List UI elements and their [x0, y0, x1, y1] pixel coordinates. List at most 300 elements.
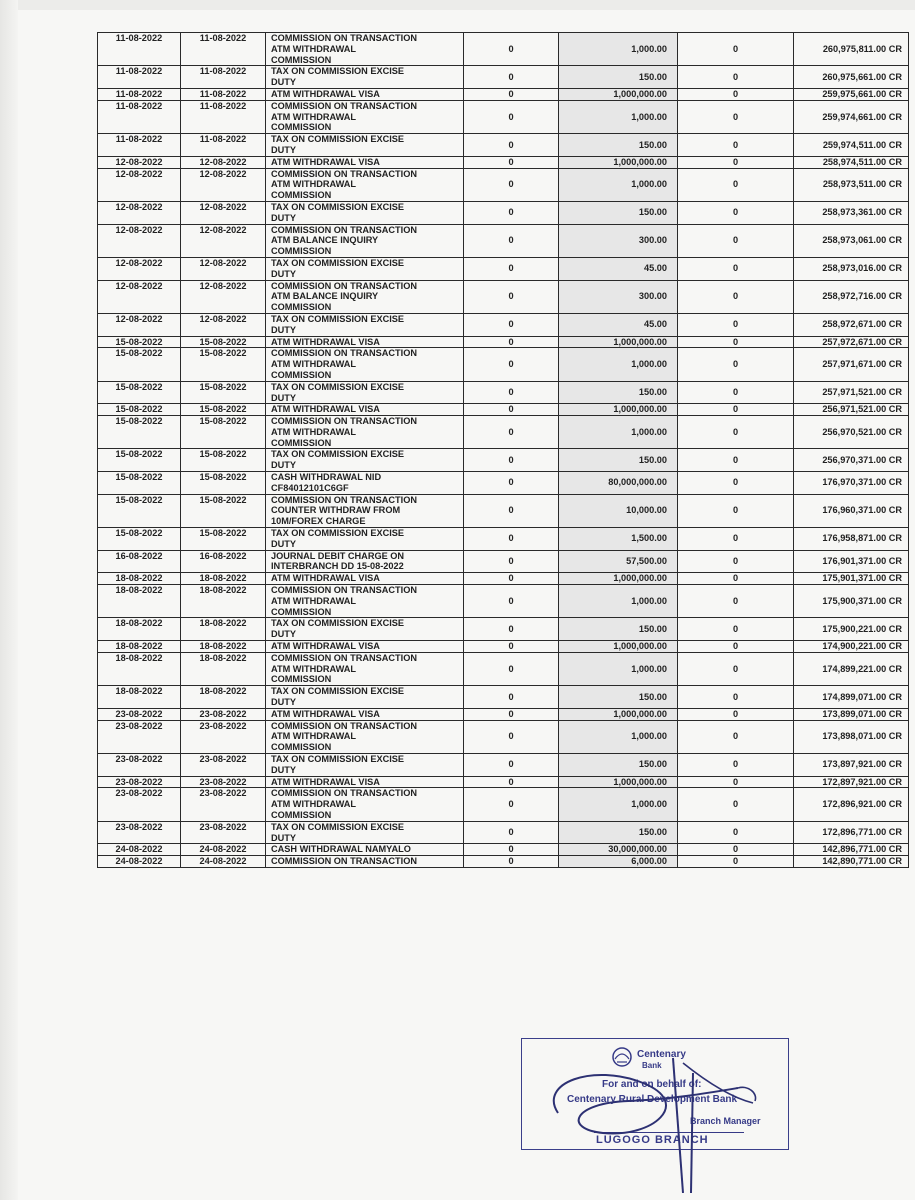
deposit-cell: 0 — [464, 686, 559, 709]
date-cell: 24-08-2022 — [98, 856, 181, 868]
withdrawal-amount-cell: 1,000,000.00 — [559, 708, 678, 720]
deposit-cell: 0 — [464, 585, 559, 618]
balance-cell: 258,974,511.00 CR — [794, 156, 909, 168]
description-line: TAX ON COMMISSION EXCISE — [271, 528, 405, 539]
deposit-cell: 0 — [464, 856, 559, 868]
value-date-cell: 12-08-2022 — [181, 313, 266, 336]
description-cell — [266, 821, 464, 844]
withdrawal-amount-cell: 10,000.00 — [559, 494, 678, 527]
balance-cell: 175,900,371.00 CR — [794, 585, 909, 618]
deposit-cell: 0 — [464, 472, 559, 495]
table-row — [98, 168, 909, 201]
description-cell — [266, 88, 464, 100]
description-line: ATM WITHDRAWAL — [271, 731, 357, 742]
stamp-bank-name-line1: Centenary — [637, 1049, 686, 1060]
table-row — [98, 88, 909, 100]
date-cell: 12-08-2022 — [98, 156, 181, 168]
date-cell: 23-08-2022 — [98, 720, 181, 753]
description-line: COMMISSION ON TRANSACTION — [271, 348, 417, 359]
description-line: COMMISSION — [271, 674, 332, 685]
value-date-cell: 23-08-2022 — [181, 776, 266, 788]
credit-cell: 0 — [678, 686, 794, 709]
value-date-cell: 11-08-2022 — [181, 100, 266, 133]
withdrawal-amount-cell: 1,000.00 — [559, 720, 678, 753]
table-row — [98, 336, 909, 348]
value-date-cell: 11-08-2022 — [181, 33, 266, 66]
withdrawal-amount-cell: 30,000,000.00 — [559, 844, 678, 856]
balance-cell: 256,970,371.00 CR — [794, 449, 909, 472]
balance-cell: 174,900,221.00 CR — [794, 641, 909, 653]
table-row — [98, 652, 909, 685]
withdrawal-amount-cell: 57,500.00 — [559, 550, 678, 573]
description-line: COMMISSION ON TRANSACTION — [271, 33, 417, 43]
description-line: ATM WITHDRAWAL VISA — [271, 404, 380, 415]
description-cell — [266, 472, 464, 495]
date-cell: 15-08-2022 — [98, 472, 181, 495]
description-line: TAX ON COMMISSION EXCISE — [271, 381, 405, 392]
description-line: DUTY — [271, 697, 297, 708]
description-line: COMMISSION ON TRANSACTION — [271, 856, 417, 867]
credit-cell: 0 — [678, 348, 794, 381]
table-row — [98, 776, 909, 788]
deposit-cell: 0 — [464, 641, 559, 653]
description-line: TAX ON COMMISSION EXCISE — [271, 449, 405, 460]
deposit-cell: 0 — [464, 348, 559, 381]
balance-cell: 175,901,371.00 CR — [794, 573, 909, 585]
value-date-cell: 12-08-2022 — [181, 280, 266, 313]
date-cell: 18-08-2022 — [98, 641, 181, 653]
date-cell: 15-08-2022 — [98, 348, 181, 381]
table-row — [98, 100, 909, 133]
table-row — [98, 156, 909, 168]
date-cell: 12-08-2022 — [98, 168, 181, 201]
description-line: ATM WITHDRAWAL — [271, 111, 357, 122]
description-cell — [266, 156, 464, 168]
description-line: COMMISSION — [271, 369, 332, 380]
credit-cell: 0 — [678, 856, 794, 868]
value-date-cell: 12-08-2022 — [181, 201, 266, 224]
deposit-cell: 0 — [464, 821, 559, 844]
description-line: DUTY — [271, 629, 297, 640]
withdrawal-amount-cell: 150.00 — [559, 821, 678, 844]
credit-cell: 0 — [678, 844, 794, 856]
table-row — [98, 708, 909, 720]
balance-cell: 256,971,521.00 CR — [794, 404, 909, 416]
value-date-cell: 15-08-2022 — [181, 494, 266, 527]
value-date-cell: 11-08-2022 — [181, 66, 266, 89]
value-date-cell: 18-08-2022 — [181, 573, 266, 585]
table-row — [98, 821, 909, 844]
description-line: CF84012101C6GF — [271, 482, 349, 493]
table-row — [98, 66, 909, 89]
credit-cell: 0 — [678, 66, 794, 89]
description-line: ATM WITHDRAWAL VISA — [271, 336, 380, 347]
value-date-cell: 12-08-2022 — [181, 168, 266, 201]
withdrawal-amount-cell: 1,000,000.00 — [559, 156, 678, 168]
deposit-cell: 0 — [464, 33, 559, 66]
date-cell: 23-08-2022 — [98, 776, 181, 788]
date-cell: 15-08-2022 — [98, 528, 181, 551]
balance-cell: 142,890,771.00 CR — [794, 856, 909, 868]
transaction-table-body — [98, 33, 909, 868]
credit-cell: 0 — [678, 776, 794, 788]
balance-cell: 142,896,771.00 CR — [794, 844, 909, 856]
handwritten-signature — [533, 1043, 773, 1193]
description-cell — [266, 776, 464, 788]
deposit-cell: 0 — [464, 776, 559, 788]
withdrawal-amount-cell: 1,000.00 — [559, 585, 678, 618]
table-row — [98, 788, 909, 821]
deposit-cell: 0 — [464, 224, 559, 257]
table-row — [98, 313, 909, 336]
balance-cell: 256,970,521.00 CR — [794, 416, 909, 449]
value-date-cell: 15-08-2022 — [181, 416, 266, 449]
description-cell — [266, 100, 464, 133]
credit-cell: 0 — [678, 641, 794, 653]
deposit-cell: 0 — [464, 708, 559, 720]
description-cell — [266, 313, 464, 336]
table-row — [98, 844, 909, 856]
balance-cell: 258,973,061.00 CR — [794, 224, 909, 257]
deposit-cell: 0 — [464, 313, 559, 336]
deposit-cell: 0 — [464, 449, 559, 472]
description-line: COMMISSION — [271, 437, 332, 448]
description-line: ATM WITHDRAWAL — [271, 43, 357, 54]
description-line: TAX ON COMMISSION EXCISE — [271, 201, 405, 212]
credit-cell: 0 — [678, 100, 794, 133]
description-line: COMMISSION — [271, 190, 332, 201]
description-line: ATM BALANCE INQUIRY — [271, 291, 379, 302]
date-cell: 11-08-2022 — [98, 88, 181, 100]
deposit-cell: 0 — [464, 257, 559, 280]
description-cell — [266, 381, 464, 404]
balance-cell: 173,897,921.00 CR — [794, 754, 909, 777]
description-cell — [266, 134, 464, 157]
withdrawal-amount-cell: 1,000,000.00 — [559, 88, 678, 100]
date-cell: 18-08-2022 — [98, 652, 181, 685]
value-date-cell: 16-08-2022 — [181, 550, 266, 573]
balance-cell: 172,896,771.00 CR — [794, 821, 909, 844]
deposit-cell: 0 — [464, 134, 559, 157]
deposit-cell: 0 — [464, 573, 559, 585]
value-date-cell: 18-08-2022 — [181, 641, 266, 653]
deposit-cell: 0 — [464, 100, 559, 133]
table-row — [98, 585, 909, 618]
credit-cell: 0 — [678, 336, 794, 348]
credit-cell: 0 — [678, 528, 794, 551]
value-date-cell: 15-08-2022 — [181, 348, 266, 381]
stamp-bank-name-line2: Bank — [642, 1061, 662, 1070]
description-line: COMMISSION ON TRANSACTION — [271, 224, 417, 235]
deposit-cell: 0 — [464, 652, 559, 685]
description-line: TAX ON COMMISSION EXCISE — [271, 313, 405, 324]
stamp-bank-full-name: Centenary Rural Development Bank — [567, 1094, 738, 1105]
description-line: CASH WITHDRAWAL NAMYALO — [271, 844, 411, 855]
balance-cell: 259,974,511.00 CR — [794, 134, 909, 157]
description-line: COMMISSION — [271, 122, 332, 133]
withdrawal-amount-cell: 6,000.00 — [559, 856, 678, 868]
credit-cell: 0 — [678, 788, 794, 821]
date-cell: 12-08-2022 — [98, 257, 181, 280]
balance-cell: 176,960,371.00 CR — [794, 494, 909, 527]
description-line: TAX ON COMMISSION EXCISE — [271, 257, 405, 268]
description-cell — [266, 224, 464, 257]
value-date-cell: 18-08-2022 — [181, 618, 266, 641]
description-line: COUNTER WITHDRAW FROM — [271, 505, 401, 516]
date-cell: 23-08-2022 — [98, 754, 181, 777]
description-line: ATM WITHDRAWAL — [271, 426, 357, 437]
description-line: DUTY — [271, 392, 297, 403]
credit-cell: 0 — [678, 573, 794, 585]
description-line: DUTY — [271, 538, 297, 549]
description-line: ATM BALANCE INQUIRY — [271, 235, 379, 246]
date-cell: 15-08-2022 — [98, 381, 181, 404]
date-cell: 12-08-2022 — [98, 313, 181, 336]
description-cell — [266, 494, 464, 527]
value-date-cell: 15-08-2022 — [181, 381, 266, 404]
date-cell: 24-08-2022 — [98, 844, 181, 856]
description-cell — [266, 788, 464, 821]
value-date-cell: 23-08-2022 — [181, 788, 266, 821]
description-cell — [266, 33, 464, 66]
description-cell — [266, 754, 464, 777]
description-line: COMMISSION — [271, 54, 332, 65]
value-date-cell: 15-08-2022 — [181, 336, 266, 348]
credit-cell: 0 — [678, 720, 794, 753]
description-line: JOURNAL DEBIT CHARGE ON — [271, 550, 405, 561]
table-row — [98, 449, 909, 472]
description-line: DUTY — [271, 764, 297, 775]
description-line: ATM WITHDRAWAL VISA — [271, 573, 380, 584]
table-row — [98, 754, 909, 777]
credit-cell: 0 — [678, 708, 794, 720]
value-date-cell: 15-08-2022 — [181, 528, 266, 551]
description-line: ATM WITHDRAWAL VISA — [271, 708, 380, 719]
description-cell — [266, 652, 464, 685]
withdrawal-amount-cell: 1,000.00 — [559, 416, 678, 449]
balance-cell: 257,972,671.00 CR — [794, 336, 909, 348]
date-cell: 18-08-2022 — [98, 618, 181, 641]
date-cell: 15-08-2022 — [98, 449, 181, 472]
description-cell — [266, 336, 464, 348]
table-row — [98, 134, 909, 157]
table-row — [98, 280, 909, 313]
table-row — [98, 528, 909, 551]
balance-cell: 173,898,071.00 CR — [794, 720, 909, 753]
stamp-for-behalf: For and on behalf of: — [602, 1079, 702, 1090]
description-line: INTERBRANCH DD 15-08-2022 — [271, 561, 404, 572]
description-cell — [266, 686, 464, 709]
description-line: COMMISSION ON TRANSACTION — [271, 168, 417, 179]
balance-cell: 258,973,511.00 CR — [794, 168, 909, 201]
table-row — [98, 720, 909, 753]
description-cell — [266, 528, 464, 551]
value-date-cell: 15-08-2022 — [181, 472, 266, 495]
date-cell: 12-08-2022 — [98, 201, 181, 224]
description-line: ATM WITHDRAWAL VISA — [271, 641, 380, 652]
deposit-cell: 0 — [464, 88, 559, 100]
description-line: COMMISSION — [271, 302, 332, 313]
deposit-cell: 0 — [464, 720, 559, 753]
deposit-cell: 0 — [464, 528, 559, 551]
withdrawal-amount-cell: 150.00 — [559, 618, 678, 641]
description-cell — [266, 844, 464, 856]
description-line: DUTY — [271, 268, 297, 279]
balance-cell: 259,974,661.00 CR — [794, 100, 909, 133]
description-line: COMMISSION ON TRANSACTION — [271, 788, 417, 799]
value-date-cell: 11-08-2022 — [181, 134, 266, 157]
deposit-cell: 0 — [464, 280, 559, 313]
date-cell: 12-08-2022 — [98, 224, 181, 257]
balance-cell: 257,971,521.00 CR — [794, 381, 909, 404]
credit-cell: 0 — [678, 88, 794, 100]
value-date-cell: 18-08-2022 — [181, 686, 266, 709]
description-cell — [266, 280, 464, 313]
date-cell: 15-08-2022 — [98, 404, 181, 416]
withdrawal-amount-cell: 1,000.00 — [559, 100, 678, 133]
credit-cell: 0 — [678, 201, 794, 224]
balance-cell: 258,973,016.00 CR — [794, 257, 909, 280]
credit-cell: 0 — [678, 618, 794, 641]
date-cell: 11-08-2022 — [98, 134, 181, 157]
credit-cell: 0 — [678, 33, 794, 66]
credit-cell: 0 — [678, 449, 794, 472]
description-line: COMMISSION ON TRANSACTION — [271, 585, 417, 596]
date-cell: 16-08-2022 — [98, 550, 181, 573]
table-row — [98, 33, 909, 66]
description-line: COMMISSION ON TRANSACTION — [271, 416, 417, 427]
deposit-cell: 0 — [464, 788, 559, 821]
description-line: DUTY — [271, 832, 297, 843]
date-cell: 23-08-2022 — [98, 708, 181, 720]
withdrawal-amount-cell: 150.00 — [559, 66, 678, 89]
table-row — [98, 856, 909, 868]
deposit-cell: 0 — [464, 494, 559, 527]
deposit-cell: 0 — [464, 66, 559, 89]
table-row — [98, 641, 909, 653]
description-cell — [266, 618, 464, 641]
date-cell: 11-08-2022 — [98, 100, 181, 133]
description-cell — [266, 201, 464, 224]
description-line: ATM WITHDRAWAL — [271, 179, 357, 190]
withdrawal-amount-cell: 150.00 — [559, 686, 678, 709]
description-cell — [266, 257, 464, 280]
value-date-cell: 15-08-2022 — [181, 404, 266, 416]
deposit-cell: 0 — [464, 381, 559, 404]
balance-cell: 176,901,371.00 CR — [794, 550, 909, 573]
description-cell — [266, 550, 464, 573]
value-date-cell: 23-08-2022 — [181, 720, 266, 753]
withdrawal-amount-cell: 1,000,000.00 — [559, 641, 678, 653]
balance-cell: 173,899,071.00 CR — [794, 708, 909, 720]
withdrawal-amount-cell: 150.00 — [559, 201, 678, 224]
stamp-role: Branch Manager — [690, 1116, 761, 1126]
description-line: COMMISSION — [271, 246, 332, 257]
withdrawal-amount-cell: 1,000.00 — [559, 788, 678, 821]
description-cell — [266, 708, 464, 720]
deposit-cell: 0 — [464, 156, 559, 168]
date-cell: 23-08-2022 — [98, 821, 181, 844]
date-cell: 15-08-2022 — [98, 336, 181, 348]
description-line: DUTY — [271, 77, 297, 88]
deposit-cell: 0 — [464, 844, 559, 856]
table-row — [98, 573, 909, 585]
withdrawal-amount-cell: 1,000,000.00 — [559, 336, 678, 348]
description-cell — [266, 573, 464, 585]
description-line: CASH WITHDRAWAL NID — [271, 472, 382, 483]
table-row — [98, 257, 909, 280]
value-date-cell: 23-08-2022 — [181, 754, 266, 777]
credit-cell: 0 — [678, 381, 794, 404]
credit-cell: 0 — [678, 416, 794, 449]
description-line: COMMISSION ON TRANSACTION — [271, 720, 417, 731]
credit-cell: 0 — [678, 550, 794, 573]
credit-cell: 0 — [678, 156, 794, 168]
value-date-cell: 11-08-2022 — [181, 88, 266, 100]
description-line: ATM WITHDRAWAL VISA — [271, 156, 380, 167]
date-cell: 12-08-2022 — [98, 280, 181, 313]
withdrawal-amount-cell: 45.00 — [559, 257, 678, 280]
description-cell — [266, 585, 464, 618]
description-line: COMMISSION ON TRANSACTION — [271, 494, 417, 505]
stamp-branch: LUGOGO BRANCH — [596, 1134, 709, 1146]
description-line: COMMISSION ON TRANSACTION — [271, 280, 417, 291]
table-row — [98, 472, 909, 495]
balance-cell: 176,970,371.00 CR — [794, 472, 909, 495]
table-row — [98, 381, 909, 404]
withdrawal-amount-cell: 1,000,000.00 — [559, 404, 678, 416]
value-date-cell: 15-08-2022 — [181, 449, 266, 472]
credit-cell: 0 — [678, 585, 794, 618]
description-line: TAX ON COMMISSION EXCISE — [271, 754, 405, 764]
balance-cell: 257,971,671.00 CR — [794, 348, 909, 381]
balance-cell: 258,972,671.00 CR — [794, 313, 909, 336]
date-cell: 11-08-2022 — [98, 66, 181, 89]
description-line: COMMISSION — [271, 606, 332, 617]
withdrawal-amount-cell: 1,000.00 — [559, 33, 678, 66]
description-line: 10M/FOREX CHARGE — [271, 516, 366, 527]
description-line: COMMISSION ON TRANSACTION — [271, 100, 417, 111]
description-line: DUTY — [271, 460, 297, 471]
description-cell — [266, 168, 464, 201]
table-row — [98, 201, 909, 224]
withdrawal-amount-cell: 150.00 — [559, 381, 678, 404]
description-cell — [266, 404, 464, 416]
page-left-shadow — [0, 0, 18, 1200]
description-line: TAX ON COMMISSION EXCISE — [271, 618, 405, 629]
description-line: TAX ON COMMISSION EXCISE — [271, 66, 405, 77]
value-date-cell: 24-08-2022 — [181, 844, 266, 856]
balance-cell: 260,975,661.00 CR — [794, 66, 909, 89]
deposit-cell: 0 — [464, 336, 559, 348]
date-cell: 11-08-2022 — [98, 33, 181, 66]
value-date-cell: 23-08-2022 — [181, 821, 266, 844]
balance-cell: 172,896,921.00 CR — [794, 788, 909, 821]
value-date-cell: 12-08-2022 — [181, 257, 266, 280]
description-cell — [266, 856, 464, 868]
withdrawal-amount-cell: 150.00 — [559, 754, 678, 777]
date-cell: 18-08-2022 — [98, 573, 181, 585]
balance-cell: 175,900,221.00 CR — [794, 618, 909, 641]
credit-cell: 0 — [678, 821, 794, 844]
credit-cell: 0 — [678, 257, 794, 280]
credit-cell: 0 — [678, 280, 794, 313]
description-cell — [266, 720, 464, 753]
description-line: ATM WITHDRAWAL — [271, 663, 357, 674]
deposit-cell: 0 — [464, 168, 559, 201]
description-cell — [266, 66, 464, 89]
credit-cell: 0 — [678, 404, 794, 416]
